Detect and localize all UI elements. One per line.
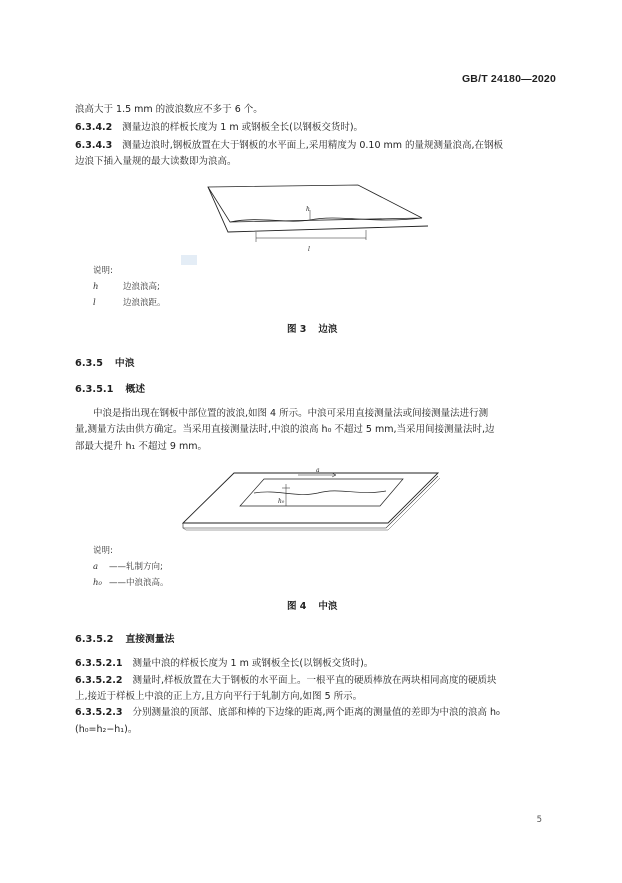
paragraph-line: 部最大提升 h₁ 不超过 9 mm。 <box>75 441 207 452</box>
label-l: l <box>308 246 310 253</box>
label-h0: h₀ <box>278 498 285 505</box>
figure-4-center-wave <box>178 466 443 536</box>
clause-6-3-5-2-3-cont: (h₀=h₂−h₁)。 <box>75 724 138 735</box>
clause-6-3-5-2-2 <box>75 674 497 687</box>
figure-title: 中浪 <box>318 601 338 612</box>
clause-number: 6.3.4.2 <box>75 122 113 133</box>
clause-6-3-5-2-2-cont: 上,接近于样板上中浪的正上方,且方向平行于轧制方向,如图 5 所示。 <box>75 691 363 702</box>
figure-4-legend <box>93 543 169 591</box>
label-h: h <box>306 206 310 213</box>
figure-number: 图 3 <box>287 324 307 335</box>
figure-4-caption <box>287 598 337 612</box>
clause-text: 分别测量浪的顶部、底部和棒的下边缘的距离,两个距离的测量值的差即为中浪的浪高 h₀ <box>132 707 500 718</box>
legend-text: 边浪浪高; <box>123 282 160 292</box>
page-number: 5 <box>536 815 542 825</box>
clause-number: 6.3.5.2.2 <box>75 675 123 686</box>
section-title: 概述 <box>125 384 146 395</box>
clause-text: 测量边浪时,钢板放置在大于钢板的水平面上,采用精度为 0.10 mm 的量规测量浪高,在钢板 <box>122 140 504 151</box>
legend-item <box>93 575 169 591</box>
legend-symbol: h₀ <box>93 578 102 588</box>
clause-number: 6.3.5.2.3 <box>75 707 123 718</box>
section-number: 6.3.5.1 <box>75 384 114 395</box>
legend-text: ——轧制方向; <box>109 562 163 572</box>
clause-text: 测量时,样板放置在大于钢板的水平面上。一根平直的硬质棒放在两块相同高度的硬质块 <box>132 675 497 686</box>
figure-number: 图 4 <box>287 601 307 612</box>
figure-3-caption <box>287 321 337 335</box>
clause-6-3-4-2 <box>75 121 363 134</box>
paragraph-line: 中浪是指出现在钢板中部位置的波浪,如图 4 所示。中浪可采用直接测量法或间接测量法进行测 <box>93 408 489 419</box>
section-title: 中浪 <box>114 358 135 369</box>
legend-item <box>93 295 166 311</box>
clause-number: 6.3.5.2.1 <box>75 658 123 669</box>
clause-6-3-4-3 <box>75 139 503 152</box>
legend-symbol: a <box>93 562 99 572</box>
intro-line: 浪高大于 1.5 mm 的波浪数应不多于 6 个。 <box>75 104 263 115</box>
label-a: a <box>316 467 320 474</box>
standard-code: GB/T 24180—2020 <box>461 73 556 85</box>
figure-title: 边浪 <box>318 324 338 335</box>
clause-text: 测量中浪的样板长度为 1 m 或钢板全长(以钢板交货时)。 <box>132 658 374 669</box>
clause-6-3-4-3-cont: 边浪下插入量规的最大读数即为浪高。 <box>75 156 237 167</box>
clause-text: 测量边浪的样板长度为 1 m 或钢板全长(以钢板交货时)。 <box>122 122 364 133</box>
section-title: 直接测量法 <box>125 634 175 645</box>
clause-number: 6.3.4.3 <box>75 140 113 151</box>
figure-3-edge-wave <box>200 180 440 260</box>
section-number: 6.3.5 <box>75 358 103 369</box>
section-number: 6.3.5.2 <box>75 634 114 645</box>
stamp-mark <box>181 255 197 265</box>
clause-6-3-5-2-3 <box>75 706 500 719</box>
legend-title: 说明: <box>93 546 113 556</box>
legend-item <box>93 279 166 295</box>
clause-6-3-5-2-1 <box>75 657 373 670</box>
legend-text: ——中浪浪高。 <box>109 578 169 588</box>
legend-title: 说明: <box>93 266 113 276</box>
legend-item <box>93 559 169 575</box>
section-6-3-5-1-heading <box>75 381 145 395</box>
figure-3-legend <box>93 263 166 311</box>
legend-symbol: h <box>93 282 99 292</box>
section-6-3-5-2-heading <box>75 631 174 645</box>
section-6-3-5-heading <box>75 355 135 369</box>
paragraph-line: 量,测量方法由供方确定。当采用直接测量法时,中浪的浪高 h₀ 不超过 5 mm,当采用间接测量法时,边 <box>75 424 495 435</box>
legend-text: 边浪浪距。 <box>123 298 166 308</box>
legend-symbol: l <box>93 298 96 308</box>
